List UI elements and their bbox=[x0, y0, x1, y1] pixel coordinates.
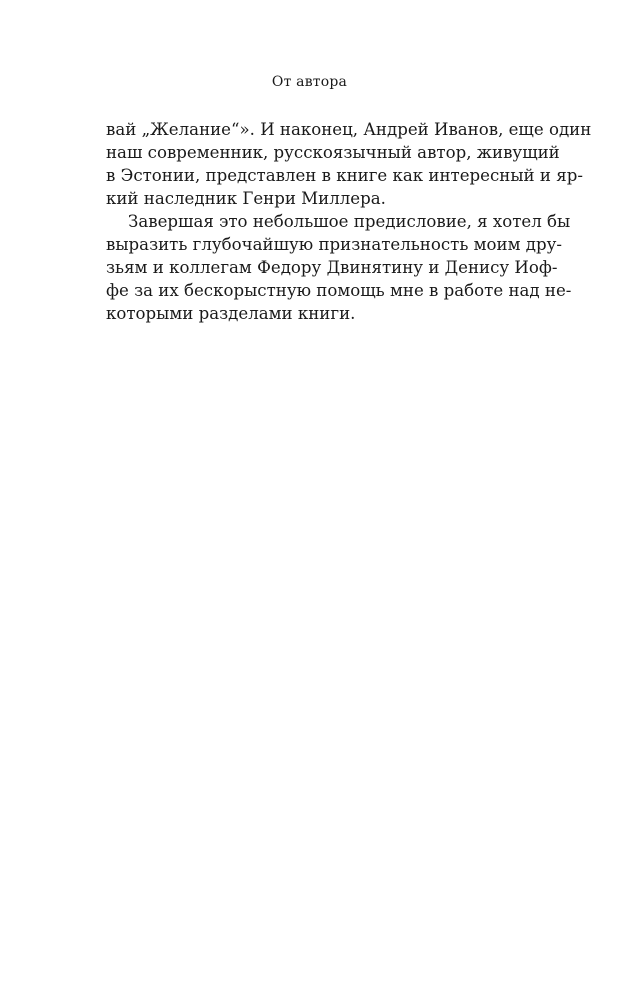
text-line: в Эстонии, представлен в книге как интересный и яр- bbox=[106, 166, 583, 185]
text-line: вай „Желание“». И наконец, Андрей Иванов, еще один bbox=[106, 120, 592, 139]
text-line: Завершая это небольшое предисловие, я хотел бы bbox=[128, 212, 571, 231]
paragraph-2 bbox=[106, 210, 572, 325]
running-head: От автора bbox=[271, 74, 348, 90]
body-text bbox=[106, 118, 592, 325]
text-line: кий наследник Генри Миллера. bbox=[106, 189, 386, 208]
text-line: фе за их бескорыстную помощь мне в работе над не- bbox=[106, 281, 572, 300]
text-line: наш современник, русскоязычный автор, живущий bbox=[106, 143, 560, 162]
text-line: которыми разделами книги. bbox=[106, 304, 356, 323]
text-line: выразить глубочайшую признательность моим дру- bbox=[106, 235, 562, 254]
paragraph-1 bbox=[106, 118, 592, 210]
text-line: зьям и коллегам Федору Двинятину и Денису Иоф- bbox=[106, 258, 558, 277]
